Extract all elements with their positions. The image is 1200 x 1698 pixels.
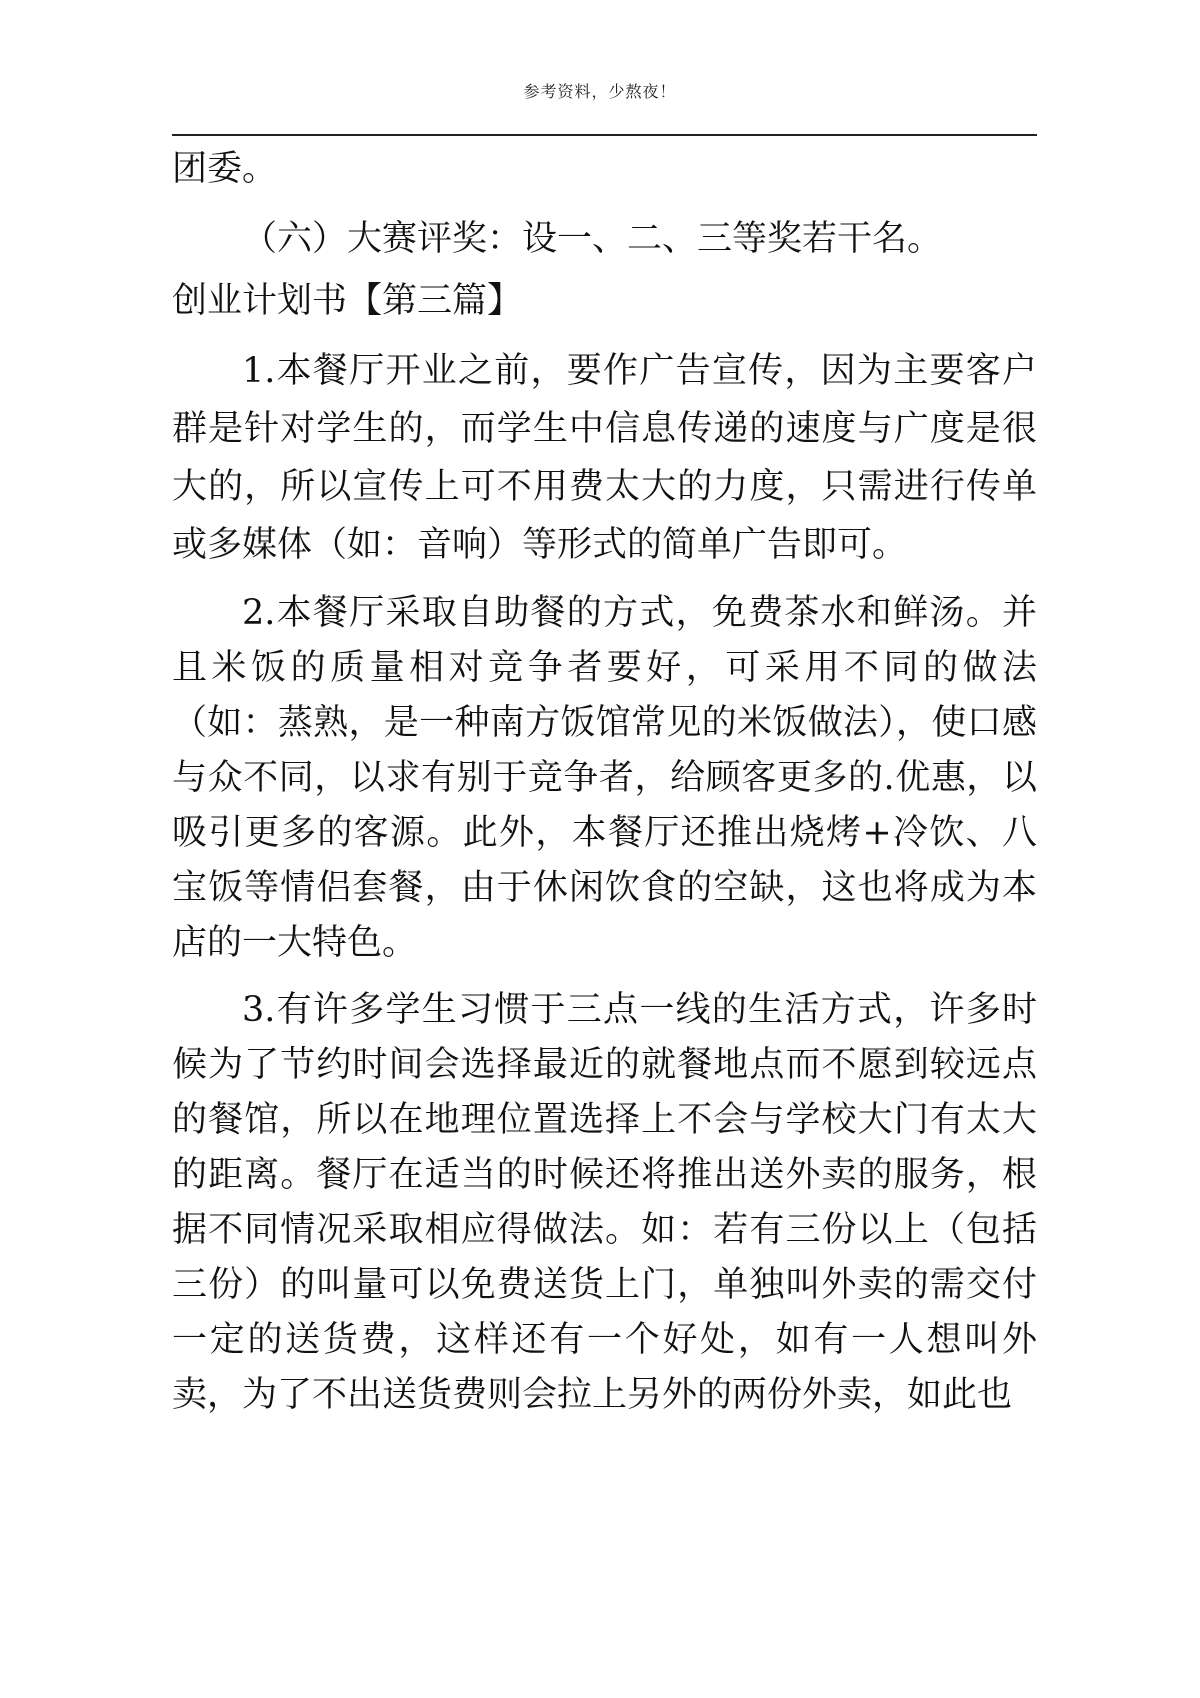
paragraph-2: 2.本餐厅采取自助餐的方式，免费茶水和鲜汤。并且米饭的质量相对竞争者要好，可采用不同的做法（如：蒸熟，是一种南方饭馆常见的米饭做法），使口感与众不同，以求有别于竞争者，给顾客更多的.优惠，以吸引更多的客源。此外，本餐厅还推出烧烤+冷饮、八宝饭等情侣套餐，由于休闲饮食的空缺，这也将成为本店的一大特色。 <box>172 593 1037 963</box>
paragraph-award: （六）大赛评奖：设一、二、三等奖若干名。 <box>242 219 943 259</box>
header-divider <box>172 134 1037 136</box>
paragraph-1: 1.本餐厅开业之前，要作广告宣传，因为主要客户群是针对学生的，而学生中信息传递的速度与广度是很大的，所以宣传上可不用费太大的力度，只需进行传单或多媒体（如：音响）等形式的简单广告即可。 <box>172 351 1037 565</box>
page-header: 参考资料，少熬夜！ <box>523 82 677 101</box>
paragraph-tuanwei: 团委。 <box>172 149 278 189</box>
section-title: 创业计划书【第三篇】 <box>172 281 523 321</box>
document-body <box>172 140 1037 1423</box>
paragraph-3: 3.有许多学生习惯于三点一线的生活方式，许多时候为了节约时间会选择最近的就餐地点而不愿到较远点的餐馆，所以在地理位置选择上不会与学校大门有太大的距离。餐厅在适当的时候还将推出送外卖的服务，根据不同情况采取相应得做法。如：若有三份以上（包括三份）的叫量可以免费送货上门，单独叫外卖的需交付一定的送货费，这样还有一个好处，如有一人想叫外卖，为了不出送货费则会拉上另外的两份外卖，如此也 <box>172 990 1037 1415</box>
